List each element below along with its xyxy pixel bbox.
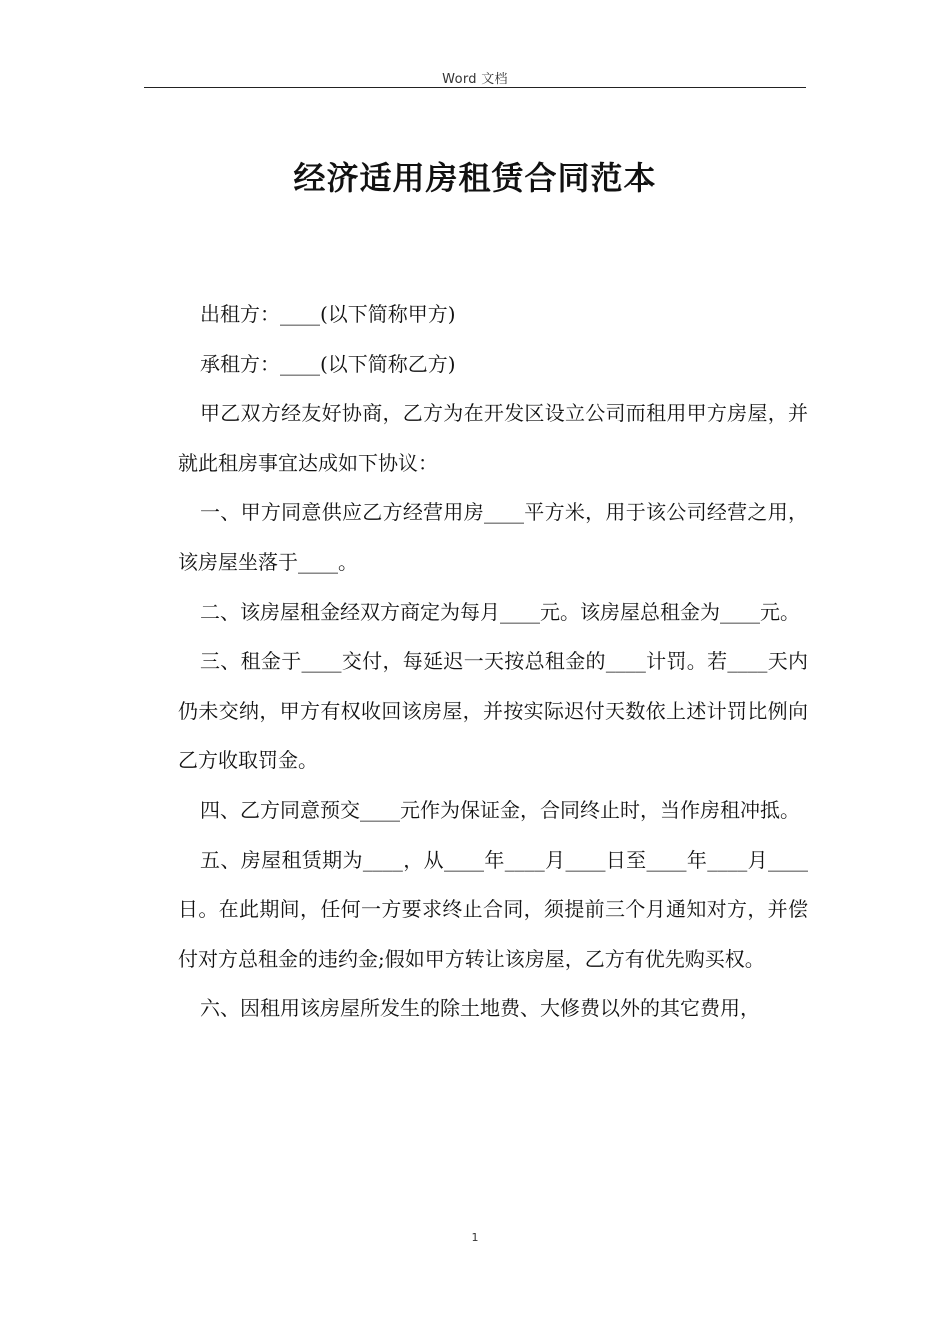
paragraph-clause-1: 一、甲方同意供应乙方经营用房____平方米，用于该公司经营之用，该房屋坐落于____。 <box>178 500 808 574</box>
document-body <box>178 290 808 1034</box>
paragraph-clause-2: 二、该房屋租金经双方商定为每月____元。该房屋总租金为____元。 <box>200 599 800 624</box>
paragraph-preamble: 甲乙双方经友好协商，乙方为在开发区设立公司而租用甲方房屋，并就此租房事宜达成如下协议： <box>178 401 808 475</box>
paragraph-clause-5: 五、房屋租赁期为____，从____年____月____日至____年____月____日。在此期间，任何一方要求终止合同，须提前三个月通知对方，并偿付对方总租金的违约金;假如甲方转让该房屋，乙方有优先购买权。 <box>178 847 808 971</box>
document-title: 经济适用房租赁合同范本 <box>293 159 657 197</box>
paragraph-lessee: 承租方：____(以下简称乙方) <box>200 351 456 376</box>
paragraph-lessor: 出租方：____(以下简称甲方) <box>200 302 456 326</box>
paragraph-clause-4: 四、乙方同意预交____元作为保证金，合同终止时，当作房租冲抵。 <box>200 797 800 822</box>
paragraph-clause-3: 三、租金于____交付，每延迟一天按总租金的____计罚。若____天内仍未交纳，甲方有权收回该房屋，并按实际迟付天数依上述计罚比例向乙方收取罚金。 <box>178 649 808 773</box>
paragraph-clause-6: 六、因租用该房屋所发生的除土地费、大修费以外的其它费用， <box>200 996 760 1021</box>
page-number: 1 <box>471 1231 479 1244</box>
header-divider <box>144 87 806 88</box>
page-header-text: Word 文档 <box>442 72 508 87</box>
